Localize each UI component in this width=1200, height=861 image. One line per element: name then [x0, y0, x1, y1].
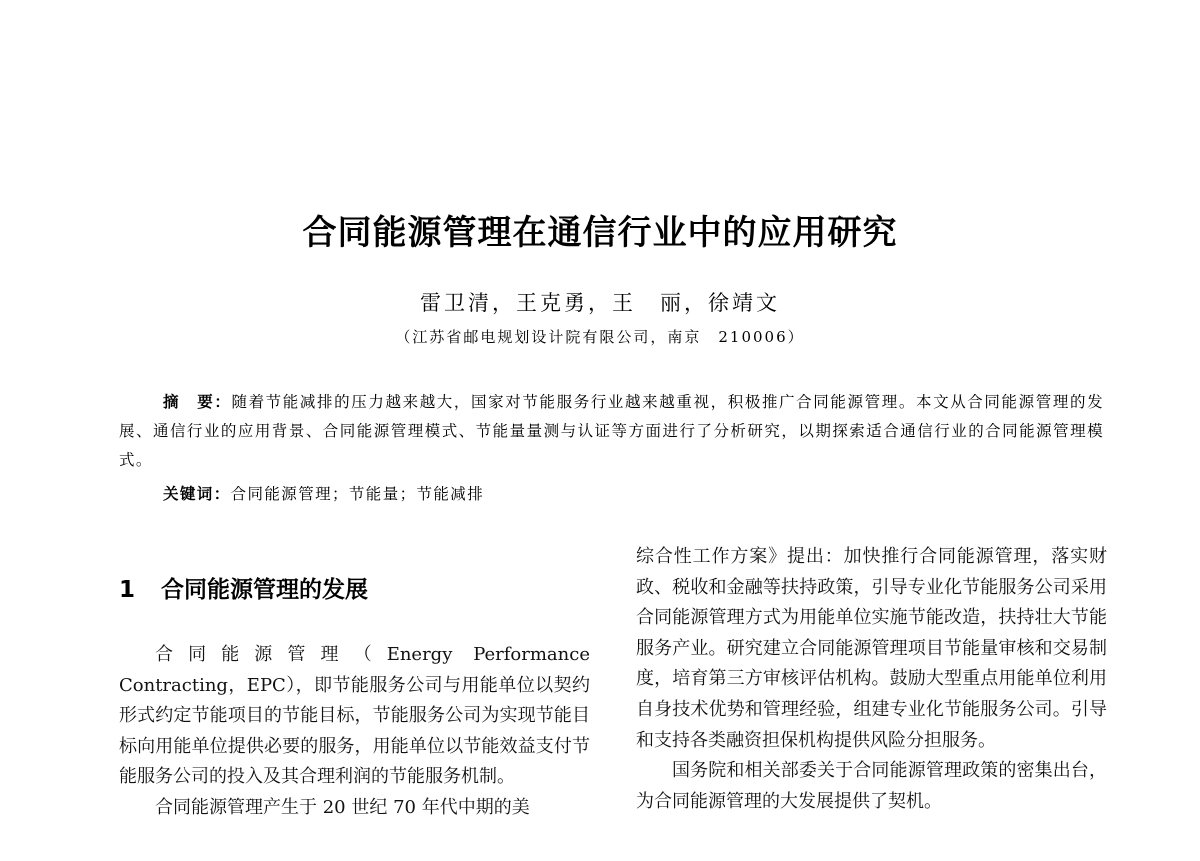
section-number: 1 [119, 577, 136, 603]
abstract-text: 随着节能减排的压力越来越大，国家对节能服务行业越来越重视，积极推广合同能源管理。本文从合同能源管理的发展、通信行业的应用背景、合同能源管理模式、节能量量测与认证等方面进行了分析研究，以期探索适合通信行业的合同能源管理模式。 [119, 393, 1104, 469]
right-paragraph-2: 国务院和相关部委关于合同能源管理政策的密集出台，为合同能源管理的大发展提供了契机。 [636, 760, 1107, 812]
keywords-text: 合同能源管理；节能量；节能减排 [230, 485, 485, 503]
right-column [636, 542, 1107, 817]
right-paragraph-1: 综合性工作方案》提出：加快推行合同能源管理，落实财政、税收和金融等扶持政策，引导专业化节能服务公司采用合同能源管理方式为用能单位实施节能改造，扶持壮大节能服务产业。研究建立合同能源管理项目节能量审核和交易制度，培育第三方审核评估机构。鼓励大型重点用能单位利用自身技术优势和管理经验，组建专业化节能服务公司。引导和支持各类融资担保机构提供风险分担服务。 [636, 546, 1107, 751]
keywords-label: 关键词： [163, 485, 231, 503]
left-paragraph-2: 合同能源管理产生于 20 世纪 70 年代中期的美 [155, 796, 530, 818]
abstract-label: 摘 要： [163, 393, 232, 411]
paper-title: 合同能源管理在通信行业中的应用研究 [302, 213, 898, 253]
author-list: 雷卫清，王克勇，王 丽，徐靖文 [420, 291, 780, 315]
section-title: 合同能源管理的发展 [161, 577, 368, 603]
abstract [119, 388, 1104, 475]
keywords [163, 482, 484, 504]
section-heading [119, 571, 368, 604]
left-paragraph-1: 合同能源管理（Energy Performance Contracting，EPC），即节能服务公司与用能单位以契约形式约定节能项目的节能目标，节能服务公司为实现节能目标向用能单位提供必要的服务，用能单位以节能效益支付节能服务公司的投入及其合理利润的节能服务机制。 [119, 644, 590, 788]
left-column [119, 640, 590, 824]
affiliation: （江苏省邮电规划设计院有限公司，南京 210006） [395, 328, 805, 346]
